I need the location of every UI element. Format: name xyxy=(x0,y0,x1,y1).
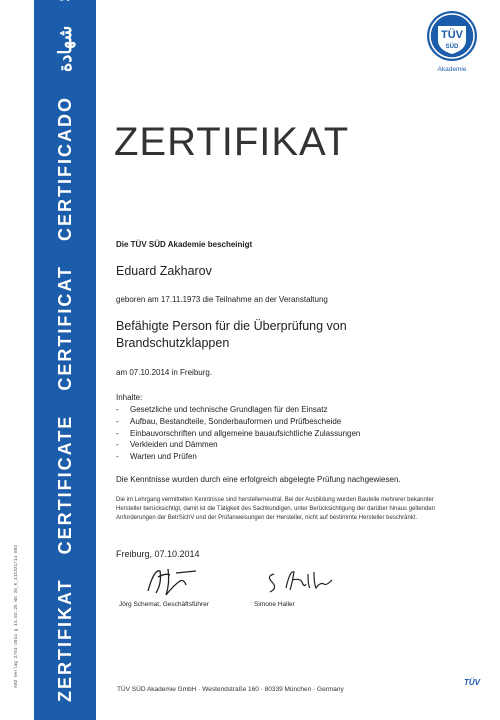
band-segment: ZERTIFIKAT xyxy=(54,578,75,702)
signing-place-date: Freiburg, 07.10.2014 xyxy=(116,549,200,559)
contents-label: Inhalte: xyxy=(116,393,143,402)
list-item: - Aufbau, Bestandteile, Sonderbauformen und Prüfbescheide xyxy=(116,416,360,428)
list-item: - Gesetzliche und technische Grundlagen für den Einsatz xyxy=(116,404,360,416)
band-text xyxy=(34,0,96,720)
course-date-place: am 07.10.2014 in Freiburg. xyxy=(116,368,213,377)
certifier-line: Die TÜV SÜD Akademie bescheinigt xyxy=(116,240,253,249)
logo-caption: Akademie xyxy=(437,66,467,73)
footer-logo: TÜV xyxy=(464,678,480,687)
footer-address: TÜV SÜD Akademie GmbH · Westendstraße 160 · 80339 München · Germany xyxy=(117,686,344,693)
contents-list xyxy=(116,404,360,463)
band-segment xyxy=(55,0,76,2)
participant-name: Eduard Zakharov xyxy=(116,264,212,278)
list-item: - Verkleiden und Dämmen xyxy=(116,439,360,451)
certificate-title: ZERTIFIKAT xyxy=(114,120,350,164)
logo-subtext: SÜD xyxy=(445,44,459,50)
list-item: - Warten und Prüfen xyxy=(116,451,360,463)
side-code: AKD Verlag 2/01-2014 g 11.02.25 WS 35_K_411321/14 002 xyxy=(14,544,19,688)
tuv-sud-logo-icon xyxy=(426,10,478,62)
signer-1-label: Jörg Schemat, Geschäftsführer xyxy=(119,601,209,608)
exam-passed-line: Die Kenntnisse wurden durch eine erfolgreich abgelegte Prüfung nachgewiesen. xyxy=(116,475,401,484)
disclaimer-note: Die im Lehrgang vermittelten Kenntnisse sind herstellerneutral. Bei der Ausbildung wurden Bauteile mehrerer bekannter Hersteller berücksichtigt, damit ist die Tätigkeit des Sachkundigen, unter Berücksichtigung der darüber hinaus geltenden Anforderungen der BetrSichV und der Prüfanweisungen der Hersteller, nicht auf bestimmte Hersteller beschränkt. xyxy=(116,497,436,521)
birth-line: geboren am 17.11.1973 die Teilnahme an der Veranstaltung xyxy=(116,295,328,304)
course-title: Befähigte Person für die Überprüfung von Brandschutzklappen xyxy=(116,319,347,350)
band-segment: CERTIFICAT xyxy=(54,265,75,391)
logo-text: TÜV xyxy=(441,29,463,41)
band-segment: شهادة xyxy=(54,25,75,73)
signer-2-label: Simone Haller xyxy=(254,601,295,608)
band-segment: CERTIFICADO xyxy=(54,96,75,242)
signature-2-icon xyxy=(262,566,334,596)
list-item: - Einbauvorschriften und allgemeine bauaufsichtliche Zulassungen xyxy=(116,428,360,440)
signature-1-icon xyxy=(140,563,200,599)
certificate-band xyxy=(34,0,96,720)
band-segment: CERTIFICATE xyxy=(54,414,75,555)
